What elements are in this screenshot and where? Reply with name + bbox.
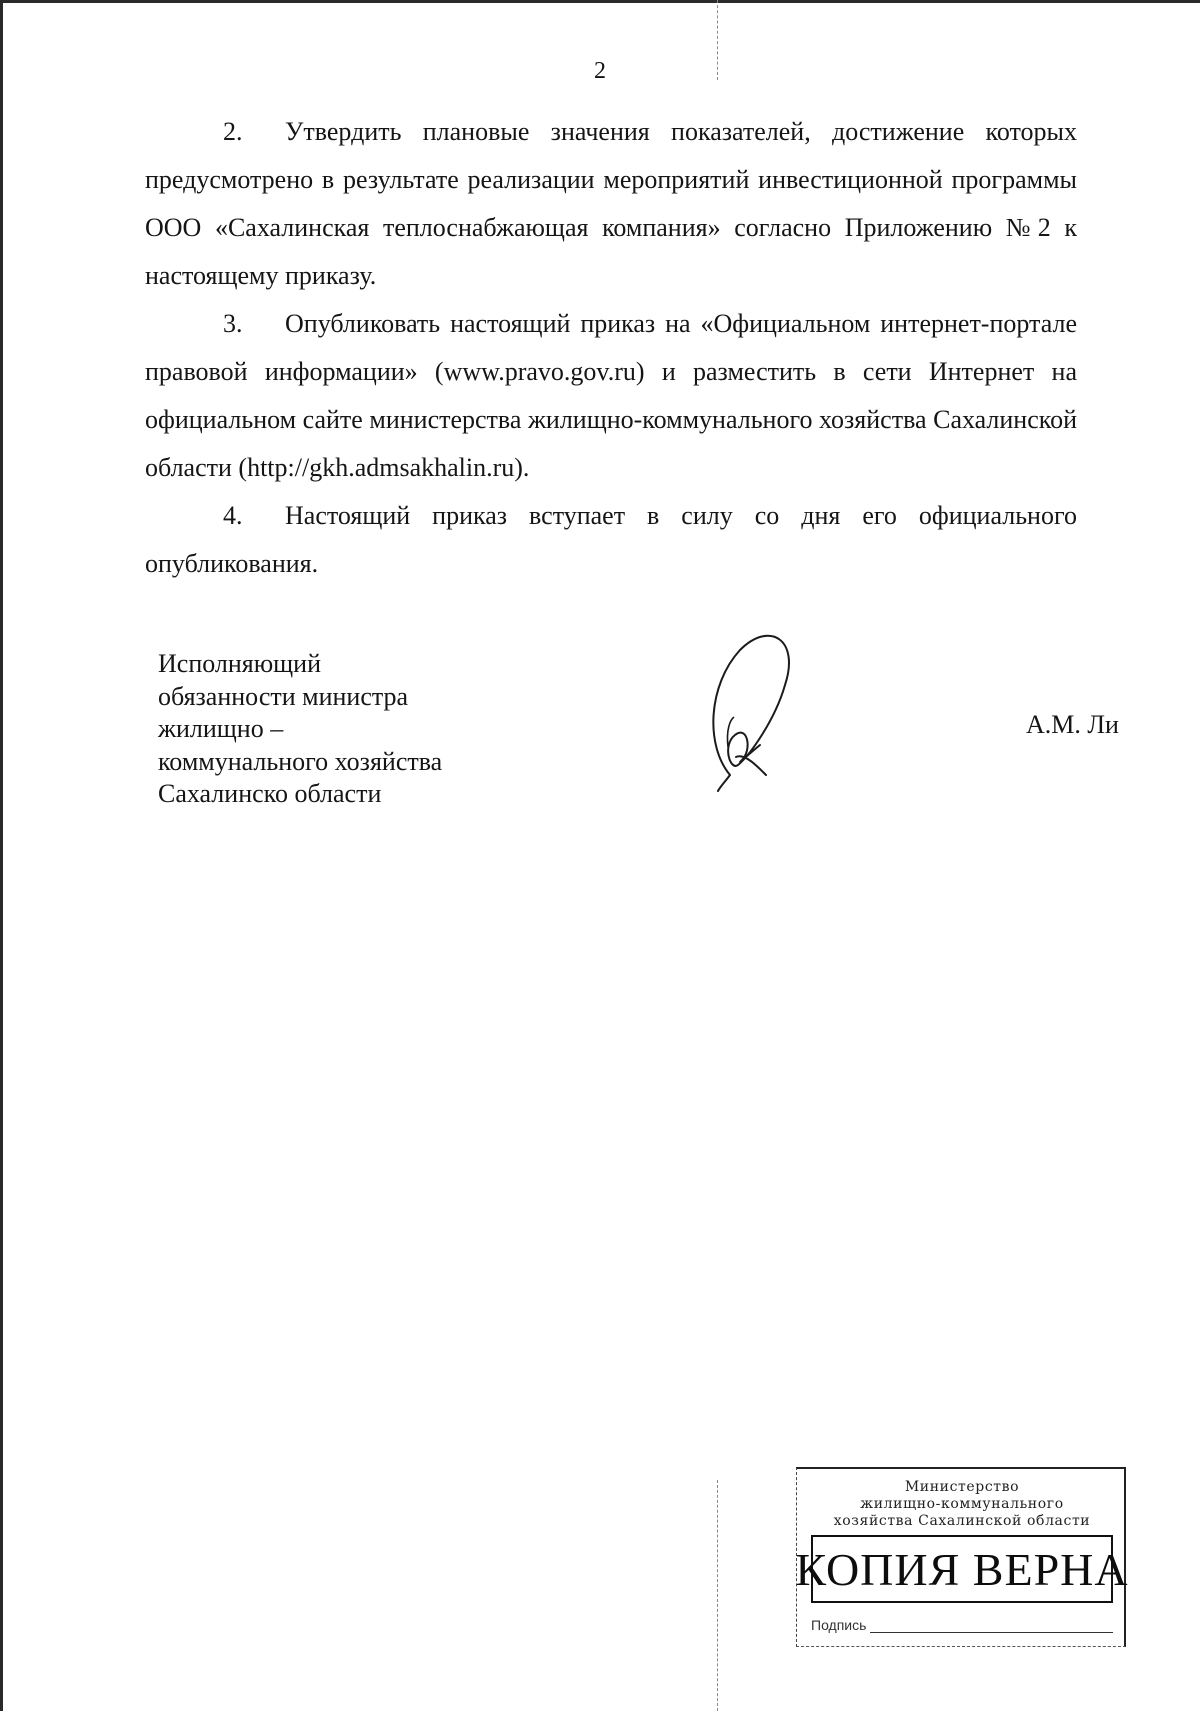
scan-fold-mark-top (717, 0, 718, 80)
stamp-signature-label: Подпись (811, 1617, 867, 1633)
handwritten-signature (700, 625, 810, 800)
scan-edge-top (0, 0, 1200, 3)
signer-position-line: Исполняющий (158, 649, 322, 678)
signer-position-line: Сахалинско области (158, 779, 382, 808)
paragraph-number: 4. (223, 501, 243, 530)
copy-verified-stamp (795, 1467, 1129, 1647)
paragraph-3 (145, 300, 1077, 492)
paragraph-4 (145, 492, 1077, 588)
scan-edge-left (0, 0, 3, 1711)
paragraph-number: 3. (223, 309, 243, 338)
paragraph-text: Утвердить плановые значения показателей, достижение которых предусмотрено в результате реализации мероприятий инвестиционной программы ООО «Сахалинская теплоснабжающая компания» согласно Приложению №2 к настоящему приказу. (145, 117, 1077, 290)
order-body (145, 108, 1077, 588)
stamp-signature-line (870, 1620, 1113, 1633)
paragraph-number: 2. (223, 117, 243, 146)
paragraph-text: Опубликовать настоящий приказ на «Официальном интернет-портале правовой информации» (www.pravo.gov.ru) и разместить в сети Интернет на официальном сайте министерства жилищно-коммунального хозяйства Сахалинской области (http://gkh.admsakhalin.ru). (145, 309, 1077, 482)
signer-position-line: коммунального хозяйства (158, 746, 443, 776)
signer-position-line: жилищно – (158, 714, 284, 743)
stamp-organization (811, 1479, 1113, 1530)
stamp-title: КОПИЯ ВЕРНА (811, 1535, 1113, 1603)
page-number: 2 (594, 58, 606, 84)
stamp-org-line: Министерство (904, 1479, 1020, 1495)
stamp-org-line: хозяйства Сахалинской области (833, 1513, 1091, 1529)
paragraph-text: Настоящий приказ вступает в силу со дня его официального опубликования. (145, 501, 1077, 578)
signer-position (158, 648, 442, 811)
signer-name: А.М. Ли (1026, 710, 1119, 739)
signer-position-line: обязанности министра (158, 681, 409, 711)
stamp-org-line: жилищно-коммунального (860, 1496, 1064, 1512)
scan-fold-mark-bottom (717, 1480, 718, 1711)
stamp-signature-row (811, 1617, 1113, 1633)
paragraph-2 (145, 108, 1077, 300)
